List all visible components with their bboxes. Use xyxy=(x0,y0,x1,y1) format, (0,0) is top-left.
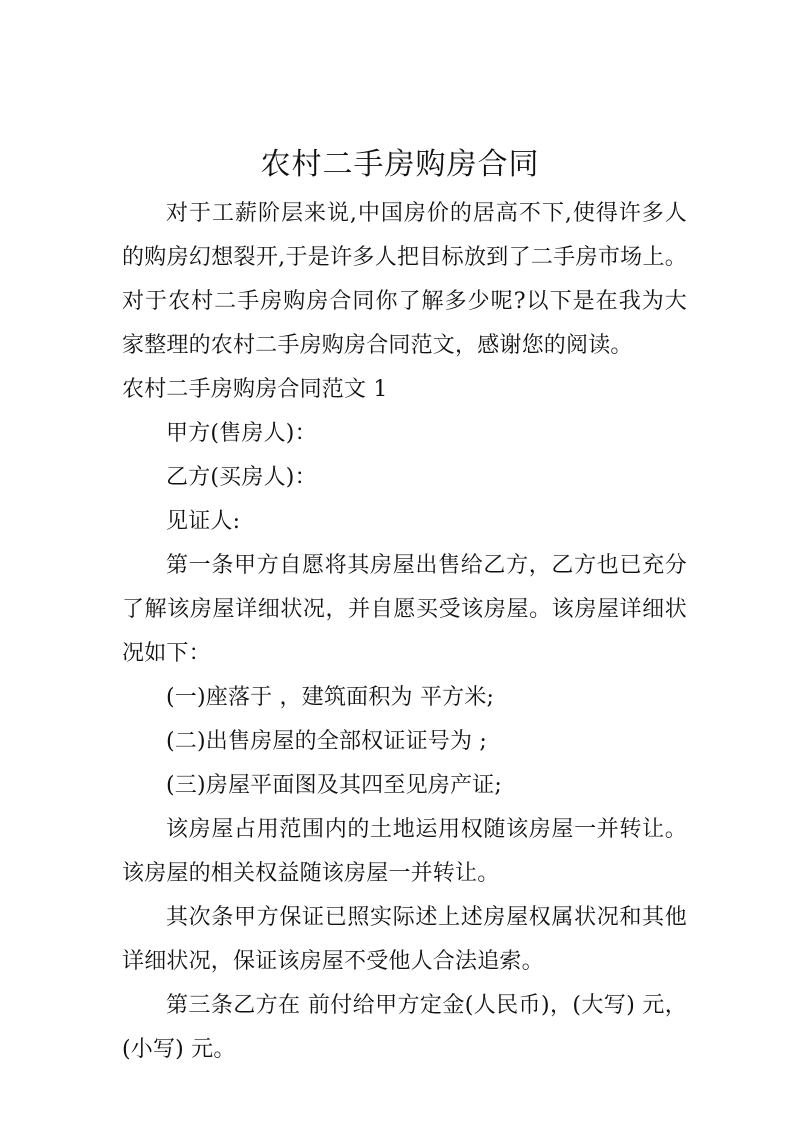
document-title: 农村二手房购房合同 xyxy=(260,147,540,183)
party-a-line: 甲方(售房人)： xyxy=(166,421,317,446)
document-body xyxy=(122,192,687,1072)
land-rights-paragraph: 该房屋占用范围内的土地运用权随该房屋一并转让。该房屋的相关权益随该房屋一并转让。 xyxy=(122,817,687,886)
item-one-line: (一)座落于 ，建筑面积为 平方米; xyxy=(166,685,495,710)
item-two-line: (二)出售房屋的全部权证证号为 ; xyxy=(166,729,487,754)
item-three-line: (三)房屋平面图及其四至见房产证; xyxy=(166,773,502,798)
section-heading: 农村二手房购房合同范文 1 xyxy=(122,377,388,402)
intro-paragraph: 对于工薪阶层来说,中国房价的居高不下,使得许多人的购房幻想裂开,于是许多人把目标放到了二手房市场上。对于农村二手房购房合同你了解多少呢?以下是在我为大家整理的农村二手房购房合同范文，感谢您的阅读。 xyxy=(122,201,687,358)
party-b-line: 乙方(买房人)： xyxy=(166,465,317,490)
witness-line: 见证人: xyxy=(166,509,241,534)
article-one-paragraph: 第一条甲方自愿将其房屋出售给乙方，乙方也已充分了解该房屋详细状况，并自愿买受该房屋。该房屋详细状况如下： xyxy=(122,553,687,666)
article-three-paragraph: 第三条乙方在 前付给甲方定金(人民币)，(大写) 元，(小写) 元。 xyxy=(122,993,687,1062)
article-two-paragraph: 其次条甲方保证已照实际述上述房屋权属状况和其他详细状况，保证该房屋不受他人合法追索。 xyxy=(122,905,687,974)
